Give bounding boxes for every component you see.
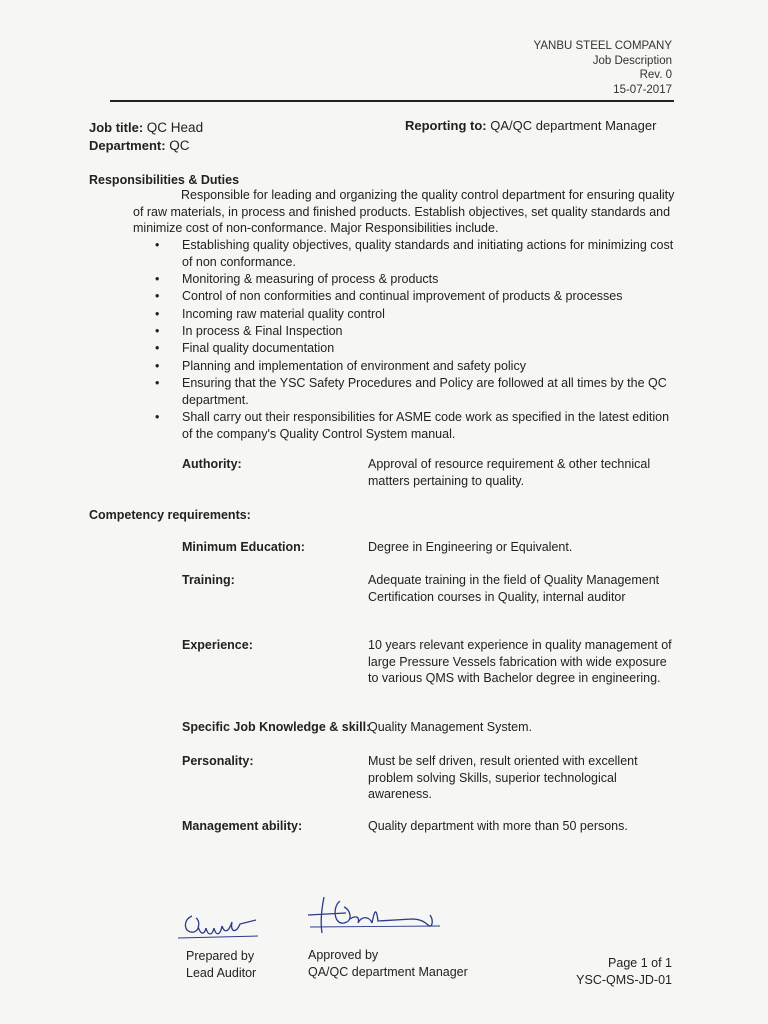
- competency-label: Personality:: [182, 754, 254, 768]
- page-number: Page 1 of 1: [608, 956, 672, 970]
- header-rule: [110, 100, 674, 102]
- document-number: YSC-QMS-JD-01: [576, 972, 672, 987]
- job-info: [89, 119, 203, 155]
- list-item: • Establishing quality objectives, quality standards and initiating actions for minimizing cost of non conformance.: [133, 237, 678, 271]
- approved-by-label: Approved by: [308, 948, 379, 962]
- list-item: • Incoming raw material quality control: [133, 306, 678, 323]
- list-item: • Monitoring & measuring of process & products: [133, 271, 678, 288]
- reporting-label: Reporting to:: [405, 118, 487, 133]
- list-item: • Control of non conformities and continual improvement of products & processes: [133, 288, 678, 305]
- document-header: [534, 39, 672, 97]
- approved-by-signature: [300, 885, 450, 945]
- responsibilities-list: [133, 237, 678, 443]
- list-item: • Ensuring that the YSC Safety Procedures and Policy are followed at all times by the QC department.: [133, 375, 678, 409]
- responsibilities-heading: Responsibilities & Duties: [89, 173, 240, 187]
- company-name: YANBU STEEL COMPANY: [533, 40, 672, 52]
- page-footer: [576, 955, 672, 988]
- competency-label: Management ability:: [182, 819, 303, 833]
- competency-value: Adequate training in the field of Quality Management Certification courses in Quality, internal auditor: [368, 573, 660, 604]
- competency-value: Quality Management System.: [368, 720, 532, 734]
- job-title-label: Job title:: [89, 120, 144, 135]
- competency-label: Specific Job Knowledge & skill:: [182, 720, 371, 734]
- competency-heading: Competency requirements:: [89, 508, 251, 522]
- approved-by-role: QA/QC department Manager: [308, 964, 468, 979]
- document-date: 15-07-2017: [613, 83, 672, 96]
- prepared-by-block: [186, 948, 256, 981]
- responsibilities-intro: Responsible for leading and organizing the quality control department for ensuring quality of raw materials, in process and finished products. Establish objectives, set quality standards and minimize cost of non-conformance. Major Responsibilities include.: [133, 188, 675, 235]
- competency-value: Quality department with more than 50 persons.: [368, 819, 628, 833]
- job-title-value: QC Head: [146, 120, 204, 135]
- prepared-by-signature: [170, 900, 270, 950]
- competency-value: Must be self driven, result oriented with excellent problem solving Skills, superior technological awareness.: [368, 754, 638, 801]
- list-item: • Shall carry out their responsibilities for ASME code work as specified in the latest edition of the company's Quality Control System manual.: [133, 409, 678, 443]
- competency-label: Training:: [182, 573, 235, 587]
- prepared-by-label: Prepared by: [186, 949, 255, 963]
- department-value: QC: [169, 138, 190, 153]
- list-item: • Final quality documentation: [133, 340, 678, 357]
- approved-by-block: [308, 947, 468, 980]
- document-type: Job Description: [592, 54, 672, 67]
- authority-label: Authority:: [182, 457, 242, 471]
- department-label: Department:: [89, 138, 166, 153]
- list-item: • Planning and implementation of environment and safety policy: [133, 358, 678, 375]
- competency-label: Minimum Education:: [182, 540, 305, 554]
- list-item: • In process & Final Inspection: [133, 323, 678, 340]
- competency-value: Degree in Engineering or Equivalent.: [368, 540, 573, 554]
- authority-value: Approval of resource requirement & other technical matters pertaining to quality.: [368, 457, 651, 488]
- revision: Rev. 0: [639, 69, 672, 81]
- reporting-to: [405, 118, 656, 133]
- reporting-value: QA/QC department Manager: [490, 118, 657, 133]
- competency-value: 10 years relevant experience in quality management of large Pressure Vessels fabrication with wide exposure to various QMS with Bachelor degree in engineering.: [368, 638, 672, 685]
- prepared-by-role: Lead Auditor: [186, 965, 257, 980]
- competency-label: Experience:: [182, 638, 253, 652]
